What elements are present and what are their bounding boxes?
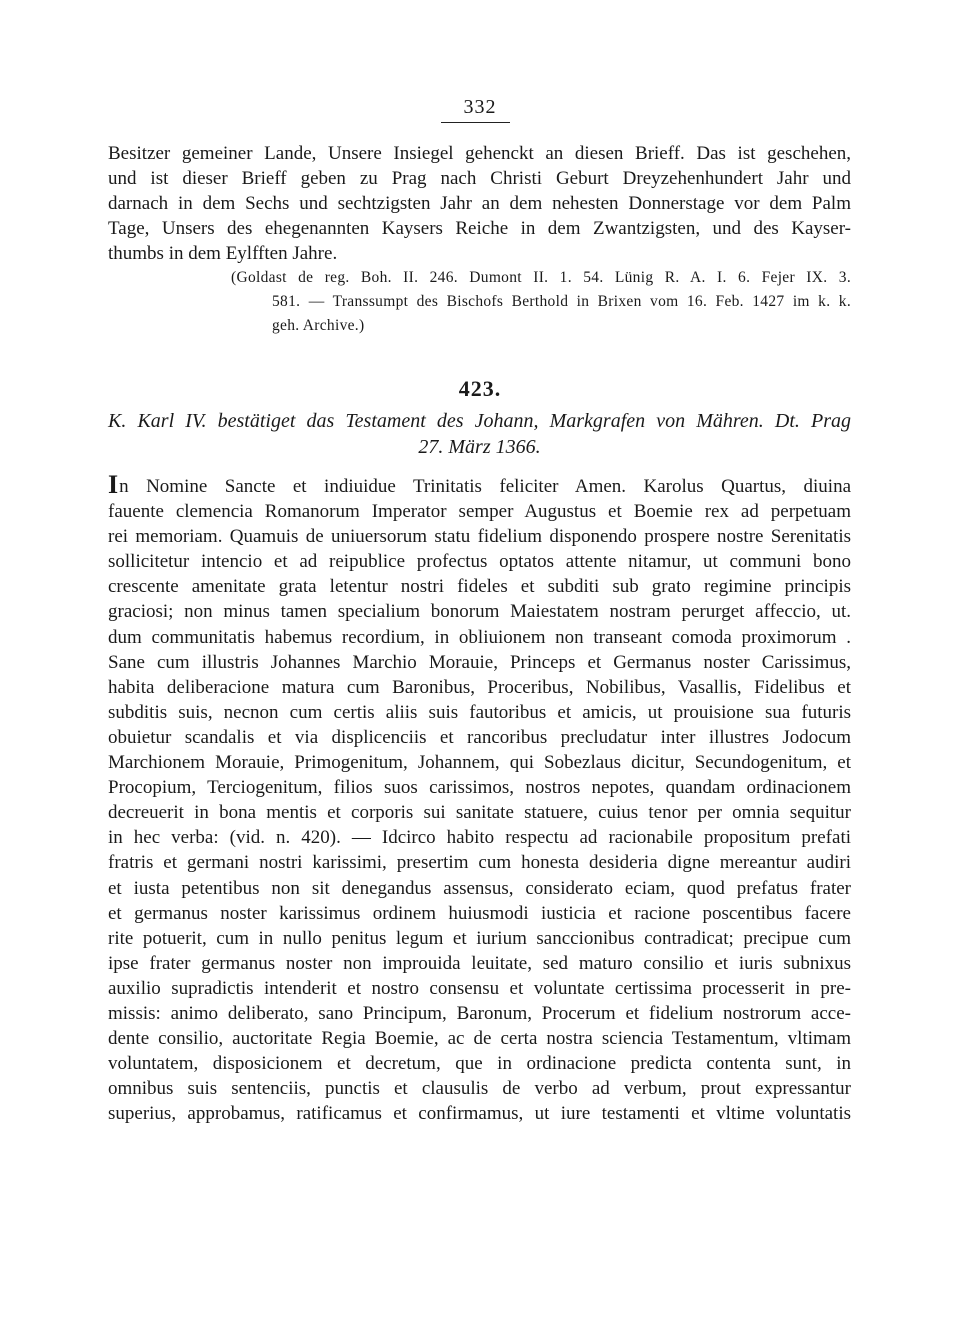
text-line: omnibus suis sentenciis, punctis et clausulis de verbo ad verbum, prout expressantur bbox=[108, 1078, 851, 1100]
text-line: habita deliberacione matura cum Baronibus, Proceribus, Nobilibus, Vasallis, Fidelibus et bbox=[108, 676, 851, 698]
text-line: fratris et germani nostri karissimi, presertim cum honesta desideria digne mereantur audiri bbox=[108, 852, 851, 874]
text-line: superius, approbamus, ratificamus et confirmamus, ut iure testamenti et vltime voluntatis bbox=[108, 1103, 851, 1125]
text-line: auxilio supradictis intenderit et nostro consensu et voluntate certissima processerit in pre- bbox=[108, 977, 851, 999]
source-citation bbox=[233, 266, 851, 338]
page-number: 332 bbox=[463, 96, 497, 118]
continuation-paragraph bbox=[108, 141, 851, 266]
initial-letter: I bbox=[108, 470, 119, 499]
first-line-text: n Nomine Sancte et indiuidue Trinitatis feliciter Amen. Karolus Quartus, diuina bbox=[119, 476, 851, 497]
text-line: et iusta petentibus non sit denegandus assensus, considerato eciam, quod prefatus frater bbox=[108, 877, 851, 899]
text-line: Tage, Unsers des ehegenannten Kaysers Reiche in dem Zwantzigsten, und des Kayser- bbox=[108, 218, 851, 240]
text-line: voluntatem, disposicionem et decretum, que in ordinacione predicta contenta sunt, in bbox=[108, 1053, 851, 1075]
text-line: dum communitatis habemus recordium, in obliuionem non transeant comoda proximorum . bbox=[108, 626, 851, 648]
document-heading bbox=[108, 408, 851, 460]
citation-line: geh. Archive.) bbox=[272, 317, 365, 334]
text-line: Marchionem Morauie, Primogenitum, Johannem, qui Sobezlaus dicitur, Secundogenitum, et bbox=[108, 752, 851, 774]
citation-line: (Goldast de reg. Boh. II. 246. Dumont II. 1. 54. Lünig R. A. I. 6. Fejer IX. 3. bbox=[231, 269, 851, 286]
body-lines bbox=[108, 499, 851, 1126]
text-line: Besitzer gemeiner Lande, Unsere Insiegel gehenckt an diesen Brieff. Das ist geschehen, bbox=[108, 143, 851, 164]
text-line: decreuerit in bona mentis et corporis sui sanitate statuere, cuius tenor per omnia sequitur bbox=[108, 802, 851, 824]
text-line: in hec verba: (vid. n. 420). — Idcirco habito respectu ad racionabile propositum prefati bbox=[108, 827, 851, 849]
text-line: obuietur scandalis et via displicenciis et rancoribus precludatur inter illustres Jodocum bbox=[108, 726, 851, 748]
text-line: ipse frater germanus noster non improuida leuitate, sed maturo consilio et iuris subnixus bbox=[108, 952, 851, 974]
text-line: subditis suis, necnon cum certis aliis suis fautoribus et amicis, ut prouisione sua futuris bbox=[108, 701, 851, 723]
text-line: und ist dieser Brieff geben zu Prag nach Christi Geburt Dreyzehenhundert Jahr und bbox=[108, 168, 851, 190]
text-line: Sane cum illustris Johannes Marchio Morauie, Princeps et Germanus noster Carissimus, bbox=[108, 651, 851, 673]
text-line: thumbs in dem Eylfften Jahre. bbox=[108, 243, 338, 265]
text-line: graciosi; non minus tamen specialium bonorum Maiestatem nostram perurget affeccio, ut. bbox=[108, 601, 851, 623]
citation-line: 581. — Transsumpt des Bischofs Berthold in Brixen vom 16. Feb. 1427 im k. k. bbox=[272, 293, 851, 310]
text-line: et germanus noster karissimus ordinem huiusmodi iusticia et racione poscentibus facere bbox=[108, 902, 851, 924]
heading-line: K. Karl IV. bestätiget das Testament des Johann, Markgrafen von Mähren. Dt. Prag bbox=[108, 410, 851, 432]
text-line: crescente amenitate grata letentur nostri fideles et subditi sub grato regimine principis bbox=[108, 576, 851, 598]
page-number-rule bbox=[441, 122, 510, 123]
text-line-first bbox=[108, 470, 851, 499]
text-line: missis: animo deliberato, sano Principum, Baronum, Procerum et fidelium nostrorum acce- bbox=[108, 1002, 851, 1024]
text-line: fauente clemencia Romanorum Imperator semper Augustus et Boemie rex ad perpetuam bbox=[108, 501, 851, 523]
document-body bbox=[108, 470, 851, 1126]
document-number: 423. bbox=[458, 376, 502, 401]
text-line: dente consilio, auctoritate Regia Boemie, ac de certa nostra sciencia Testamentum, vltimam bbox=[108, 1028, 851, 1050]
text-line: sollicitetur intencio et ad reipublice profectus optatos attente nitamur, ut communi bono bbox=[108, 551, 851, 573]
text-line: rei memoriam. Quamuis de uniuersorum statu fidelium disponendo prospere nostre Serenitatis bbox=[108, 526, 851, 548]
text-line: darnach in dem Sechs und sechtzigsten Jahr an dem nehesten Donnerstage vor dem Palm bbox=[108, 193, 851, 215]
heading-date: 27. März 1366. bbox=[418, 436, 541, 458]
text-line: rite potuerit, cum in nullo penitus legum et iurium sanccionibus contradicat; precipue cum bbox=[108, 927, 851, 949]
text-line: Procopium, Terciogenitum, filios suos carissimos, nostros nepotes, quandam ordinacionem bbox=[108, 777, 851, 799]
